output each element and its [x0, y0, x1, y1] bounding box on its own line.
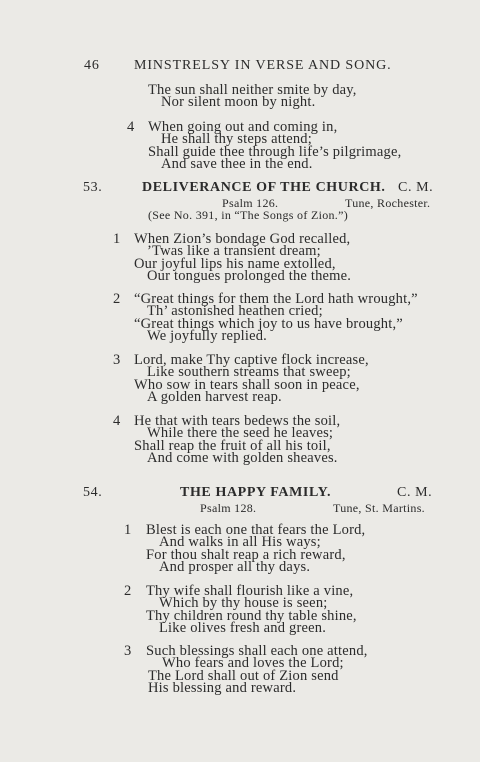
verse-line: Such blessings shall each one attend, [146, 643, 368, 659]
verse-line: And save thee in the end. [161, 156, 313, 172]
hymn-number: 53. [83, 180, 103, 195]
verse-line: Shall reap the fruit of all his toil, [134, 438, 331, 454]
verse-line: And walks in all His ways; [159, 534, 321, 550]
verse-line: “Great things for them the Lord hath wrought,” [134, 291, 418, 307]
verse-line: The Lord shall out of Zion send [148, 668, 339, 684]
stanza-number: 1 [113, 231, 121, 247]
verse-line: His blessing and reward. [148, 680, 297, 696]
verse-line: “Great things which joy to us have brought,” [134, 316, 403, 332]
verse-line: Lord, make Thy captive flock increase, [134, 352, 369, 368]
verse-line: And prosper all thy days. [159, 559, 311, 575]
running-title: MINSTRELSY IN VERSE AND SONG. [134, 58, 392, 73]
verse-line: ’Twas like a transient dream; [147, 243, 321, 259]
verse-line: He that with tears bedews the soil, [134, 413, 341, 429]
verse-line: Th’ astonished heathen cried; [147, 303, 323, 319]
verse-line: Who fears and loves the Lord; [162, 655, 344, 671]
verse-line: Our tongues prolonged the theme. [147, 268, 352, 284]
hymn-meter: C. M. [397, 485, 433, 500]
stanza-number: 2 [124, 583, 132, 599]
verse-line: A golden harvest reap. [147, 389, 282, 405]
verse-line: Thy children round thy table shine, [146, 608, 357, 624]
verse-line: Like olives fresh and green. [159, 620, 327, 636]
verse-line: While there the seed he leaves; [147, 425, 334, 441]
verse-line: And come with golden sheaves. [147, 450, 338, 466]
stanza-number: 3 [113, 352, 121, 368]
verse-line: We joyfully replied. [147, 328, 268, 344]
verse-line: Thy wife shall flourish like a vine, [146, 583, 354, 599]
verse-line: Who sow in tears shall soon in peace, [134, 377, 360, 393]
verse-line: He shall thy steps attend; [161, 131, 312, 147]
verse-line: Which by thy house is seen; [159, 595, 328, 611]
verse-line: Blest is each one that fears the Lord, [146, 522, 366, 538]
page-number: 46 [84, 58, 100, 73]
hymn-number: 54. [83, 485, 103, 500]
tune-reference: Tune, St. Martins. [333, 501, 425, 515]
hymn-title: DELIVERANCE OF THE CHURCH. [142, 180, 386, 195]
psalm-reference: Psalm 128. [200, 501, 257, 515]
verse-line: Our joyful lips his name extolled, [134, 256, 336, 272]
stanza-number: 4 [113, 413, 121, 429]
verse-line: Like southern streams that sweep; [147, 364, 351, 380]
stanza-number: 4 [127, 119, 135, 135]
verse-line: When going out and coming in, [148, 119, 338, 135]
verse-line: Shall guide thee through life’s pilgrimage, [148, 144, 402, 160]
psalm-reference: Psalm 126. [222, 196, 279, 210]
verse-line: The sun shall neither smite by day, [148, 82, 357, 98]
stanza-number: 2 [113, 291, 121, 307]
stanza-number: 3 [124, 643, 132, 659]
tune-reference: Tune, Rochester. [345, 196, 431, 210]
verse-line: Nor silent moon by night. [161, 94, 316, 110]
hymn-meter: C. M. [398, 180, 434, 195]
hymn-title: THE HAPPY FAMILY. [180, 485, 332, 500]
verse-line: For thou shalt reap a rich reward, [146, 547, 346, 563]
stanza-number: 1 [124, 522, 132, 538]
cross-reference-note: (See No. 391, in “The Songs of Zion.”) [148, 208, 349, 222]
verse-line: When Zion’s bondage God recalled, [134, 231, 351, 247]
